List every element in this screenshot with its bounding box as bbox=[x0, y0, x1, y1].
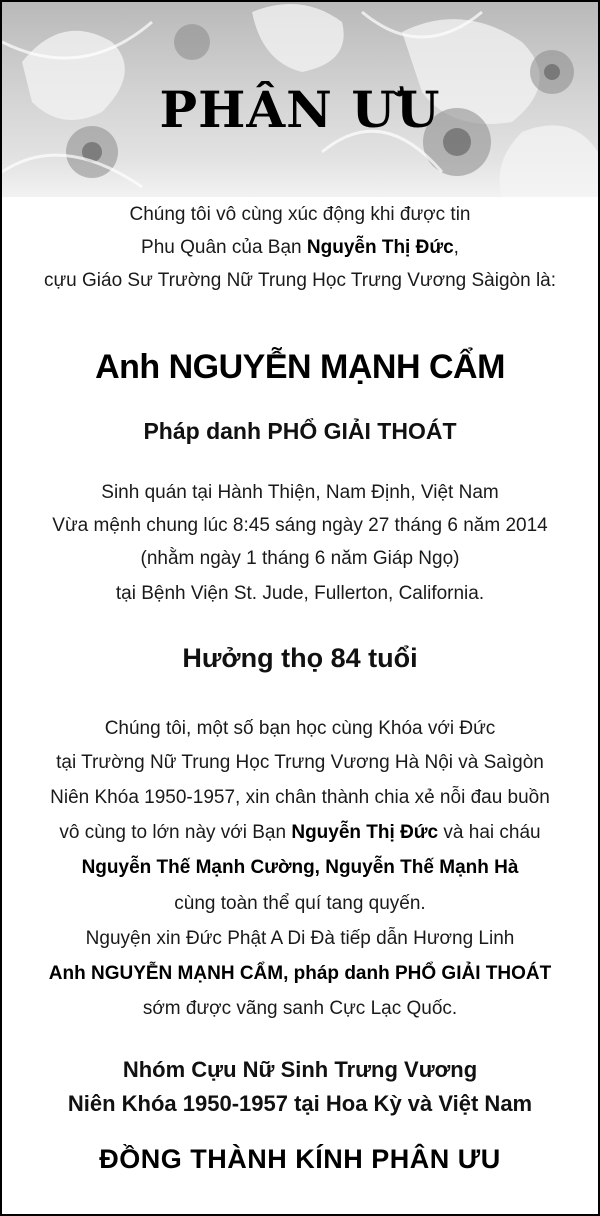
place-line: tại Bệnh Viện St. Jude, Fullerton, California. bbox=[115, 583, 485, 604]
birthplace-line: Sinh quán tại Hành Thiện, Nam Định, Việt Nam bbox=[101, 482, 499, 503]
message-line-4-post: và hai cháu bbox=[438, 822, 541, 843]
message-line-6: cùng toàn thể quí tang quyến. bbox=[174, 893, 426, 914]
intro-line-1: Chúng tôi vô cùng xúc động khi được tin bbox=[129, 204, 471, 225]
message-line-3: Niên Khóa 1950-1957, xin chân thành chia xẻ nỗi đau buồn bbox=[50, 787, 550, 808]
message-line-8: Anh NGUYỄN MẠNH CẨM, pháp danh PHỔ GIẢI THOÁT bbox=[48, 963, 552, 984]
message-line-9: sớm được vãng sanh Cực Lạc Quốc. bbox=[142, 998, 458, 1019]
dharma-name-line bbox=[0, 418, 600, 445]
message-line-4-pre: vô cùng to lớn này với Bạn bbox=[59, 822, 292, 843]
widow-name: Nguyễn Thị Đức bbox=[306, 237, 454, 258]
widow-name-2: Nguyễn Thị Đức bbox=[291, 822, 439, 843]
group-class-year: Niên Khóa 1950-1957 tại Hoa Kỳ và Việt Nam bbox=[67, 1091, 533, 1116]
intro-line-2-text: Phu Quân của Bạn bbox=[141, 237, 307, 258]
page-title: PHÂN ƯU bbox=[159, 80, 441, 139]
intro-line-2 bbox=[0, 237, 600, 259]
dharma-name: PHỔ GIẢI THOÁT bbox=[267, 418, 457, 444]
dharma-label: Pháp danh bbox=[143, 418, 268, 444]
lunar-date-line: (nhằm ngày 1 tháng 6 năm Giáp Ngọ) bbox=[140, 548, 460, 569]
header-floral-banner bbox=[2, 2, 598, 197]
message-line-7: Nguyện xin Đức Phật A Di Đà tiếp dẫn Hương Linh bbox=[85, 928, 515, 949]
closing-line: ĐỒNG THÀNH KÍNH PHÂN ƯU bbox=[99, 1144, 501, 1174]
passing-line: Vừa mệnh chung lúc 8:45 sáng ngày 27 tháng 6 năm 2014 bbox=[52, 515, 548, 536]
deceased-name: Anh NGUYỄN MẠNH CẨM bbox=[95, 348, 505, 386]
message-line-4 bbox=[0, 822, 600, 844]
children-names: Nguyễn Thế Mạnh Cường, Nguyễn Thế Mạnh Hà bbox=[81, 857, 519, 878]
intro-line-3: cựu Giáo Sư Trường Nữ Trung Học Trưng Vương Sàigòn là: bbox=[43, 270, 557, 291]
intro-line-2-comma: , bbox=[453, 237, 459, 258]
group-name: Nhóm Cựu Nữ Sinh Trưng Vương bbox=[122, 1057, 478, 1082]
age-line: Hưởng thọ 84 tuổi bbox=[182, 643, 418, 673]
message-line-1: Chúng tôi, một số bạn học cùng Khóa với Đức bbox=[104, 718, 496, 739]
message-line-2: tại Trường Nữ Trung Học Trưng Vương Hà Nội và Saìgòn bbox=[56, 752, 544, 773]
